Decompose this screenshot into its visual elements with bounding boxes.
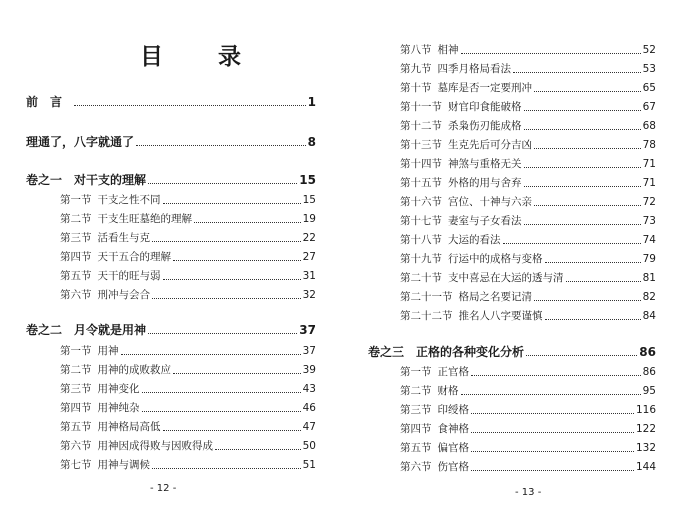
- toc-section[interactable]: 第一节 干支之性不同 15: [60, 194, 316, 206]
- toc-section[interactable]: 第三节 活看生与克 22: [60, 232, 316, 244]
- toc-page-number: 86: [639, 345, 656, 359]
- volume-number: 卷之二: [26, 323, 63, 337]
- toc-section[interactable]: 第五节 天干的旺与弱 31: [60, 270, 316, 282]
- toc-section[interactable]: 第二十一节 格局之名要记清 82: [400, 291, 656, 303]
- volume-number: 卷之三: [368, 345, 405, 359]
- toc-section[interactable]: 第三节 用神变化 43: [60, 383, 316, 395]
- toc-title: 目 录: [140, 44, 257, 70]
- toc-entry-preface[interactable]: [26, 96, 316, 109]
- toc-section[interactable]: 第十一节 财官印食能破格 67: [400, 101, 656, 113]
- toc-section[interactable]: 第六节 刑冲与会合 32: [60, 289, 316, 301]
- page-number-footer: - 12 -: [150, 483, 177, 494]
- toc-volume-3[interactable]: [368, 346, 656, 359]
- toc-section[interactable]: 第六节 伤官格 144: [400, 461, 656, 473]
- leader-dots: [148, 182, 297, 184]
- toc-entry-intro[interactable]: [26, 136, 316, 149]
- toc-section[interactable]: 第十节 墓库是否一定要刑冲 65: [400, 82, 656, 94]
- leader-dots: [148, 332, 297, 334]
- volume-title: 对干支的理解: [74, 173, 147, 187]
- toc-volume-1[interactable]: [26, 174, 316, 187]
- toc-section[interactable]: 第十二节 杀枭伤刃能成格 68: [400, 120, 656, 132]
- toc-section[interactable]: 第五节 用神格局高低 47: [60, 421, 316, 433]
- toc-section[interactable]: 第十五节 外格的用与舍弃 71: [400, 177, 656, 189]
- toc-page-number: 37: [299, 323, 316, 337]
- toc-section[interactable]: 第十八节 大运的看法 74: [400, 234, 656, 246]
- toc-section[interactable]: 第二节 财格 95: [400, 385, 656, 397]
- toc-entry-label: 前 言: [26, 95, 63, 109]
- toc-page-number: 8: [307, 135, 316, 149]
- leader-dots: [74, 104, 306, 106]
- toc-section[interactable]: 第一节 用神 37: [60, 345, 316, 357]
- toc-section[interactable]: 第九节 四季月格局看法 53: [400, 63, 656, 75]
- toc-section[interactable]: 第十六节 宫位、十神与六亲 72: [400, 196, 656, 208]
- toc-section[interactable]: 第六节 用神因成得败与因败得成 50: [60, 440, 316, 452]
- volume-number: 卷之一: [26, 173, 63, 187]
- toc-section[interactable]: 第七节 用神与调候 51: [60, 459, 316, 471]
- volume-title: 正格的各种变化分析: [416, 345, 525, 359]
- right-page: [338, 0, 676, 512]
- toc-section[interactable]: 第十四节 神煞与重格无关 71: [400, 158, 656, 170]
- toc-volume-2[interactable]: [26, 324, 316, 337]
- toc-section[interactable]: 第二节 用神的成败救应 39: [60, 364, 316, 376]
- toc-section[interactable]: 第五节 偏官格 132: [400, 442, 656, 454]
- leader-dots: [136, 144, 306, 146]
- toc-section[interactable]: 第二节 干支生旺墓绝的理解 19: [60, 213, 316, 225]
- toc-page-number: 15: [299, 173, 316, 187]
- leader-dots: [526, 354, 637, 356]
- toc-entry-label: 理通了，八字就通了: [26, 135, 135, 149]
- toc-section[interactable]: 第四节 用神纯杂 46: [60, 402, 316, 414]
- toc-section[interactable]: 第十七节 妻室与子女看法 73: [400, 215, 656, 227]
- page-number-footer: - 13 -: [515, 487, 542, 498]
- toc-section[interactable]: 第四节 天干五合的理解 27: [60, 251, 316, 263]
- toc-section[interactable]: 第二十节 支中喜忌在大运的透与清 81: [400, 272, 656, 284]
- toc-section[interactable]: 第八节 相神 52: [400, 44, 656, 56]
- toc-section[interactable]: 第三节 印绶格 116: [400, 404, 656, 416]
- toc-section[interactable]: 第一节 正官格 86: [400, 366, 656, 378]
- toc-section[interactable]: 第十三节 生克先后可分吉凶 78: [400, 139, 656, 151]
- volume-title: 月令就是用神: [74, 323, 147, 337]
- toc-section[interactable]: 第二十二节 推名人八字要谨慎 84: [400, 310, 656, 322]
- toc-section[interactable]: 第十九节 行运中的成格与变格 79: [400, 253, 656, 265]
- toc-section[interactable]: 第四节 食神格 122: [400, 423, 656, 435]
- toc-page-number: 1: [307, 95, 316, 109]
